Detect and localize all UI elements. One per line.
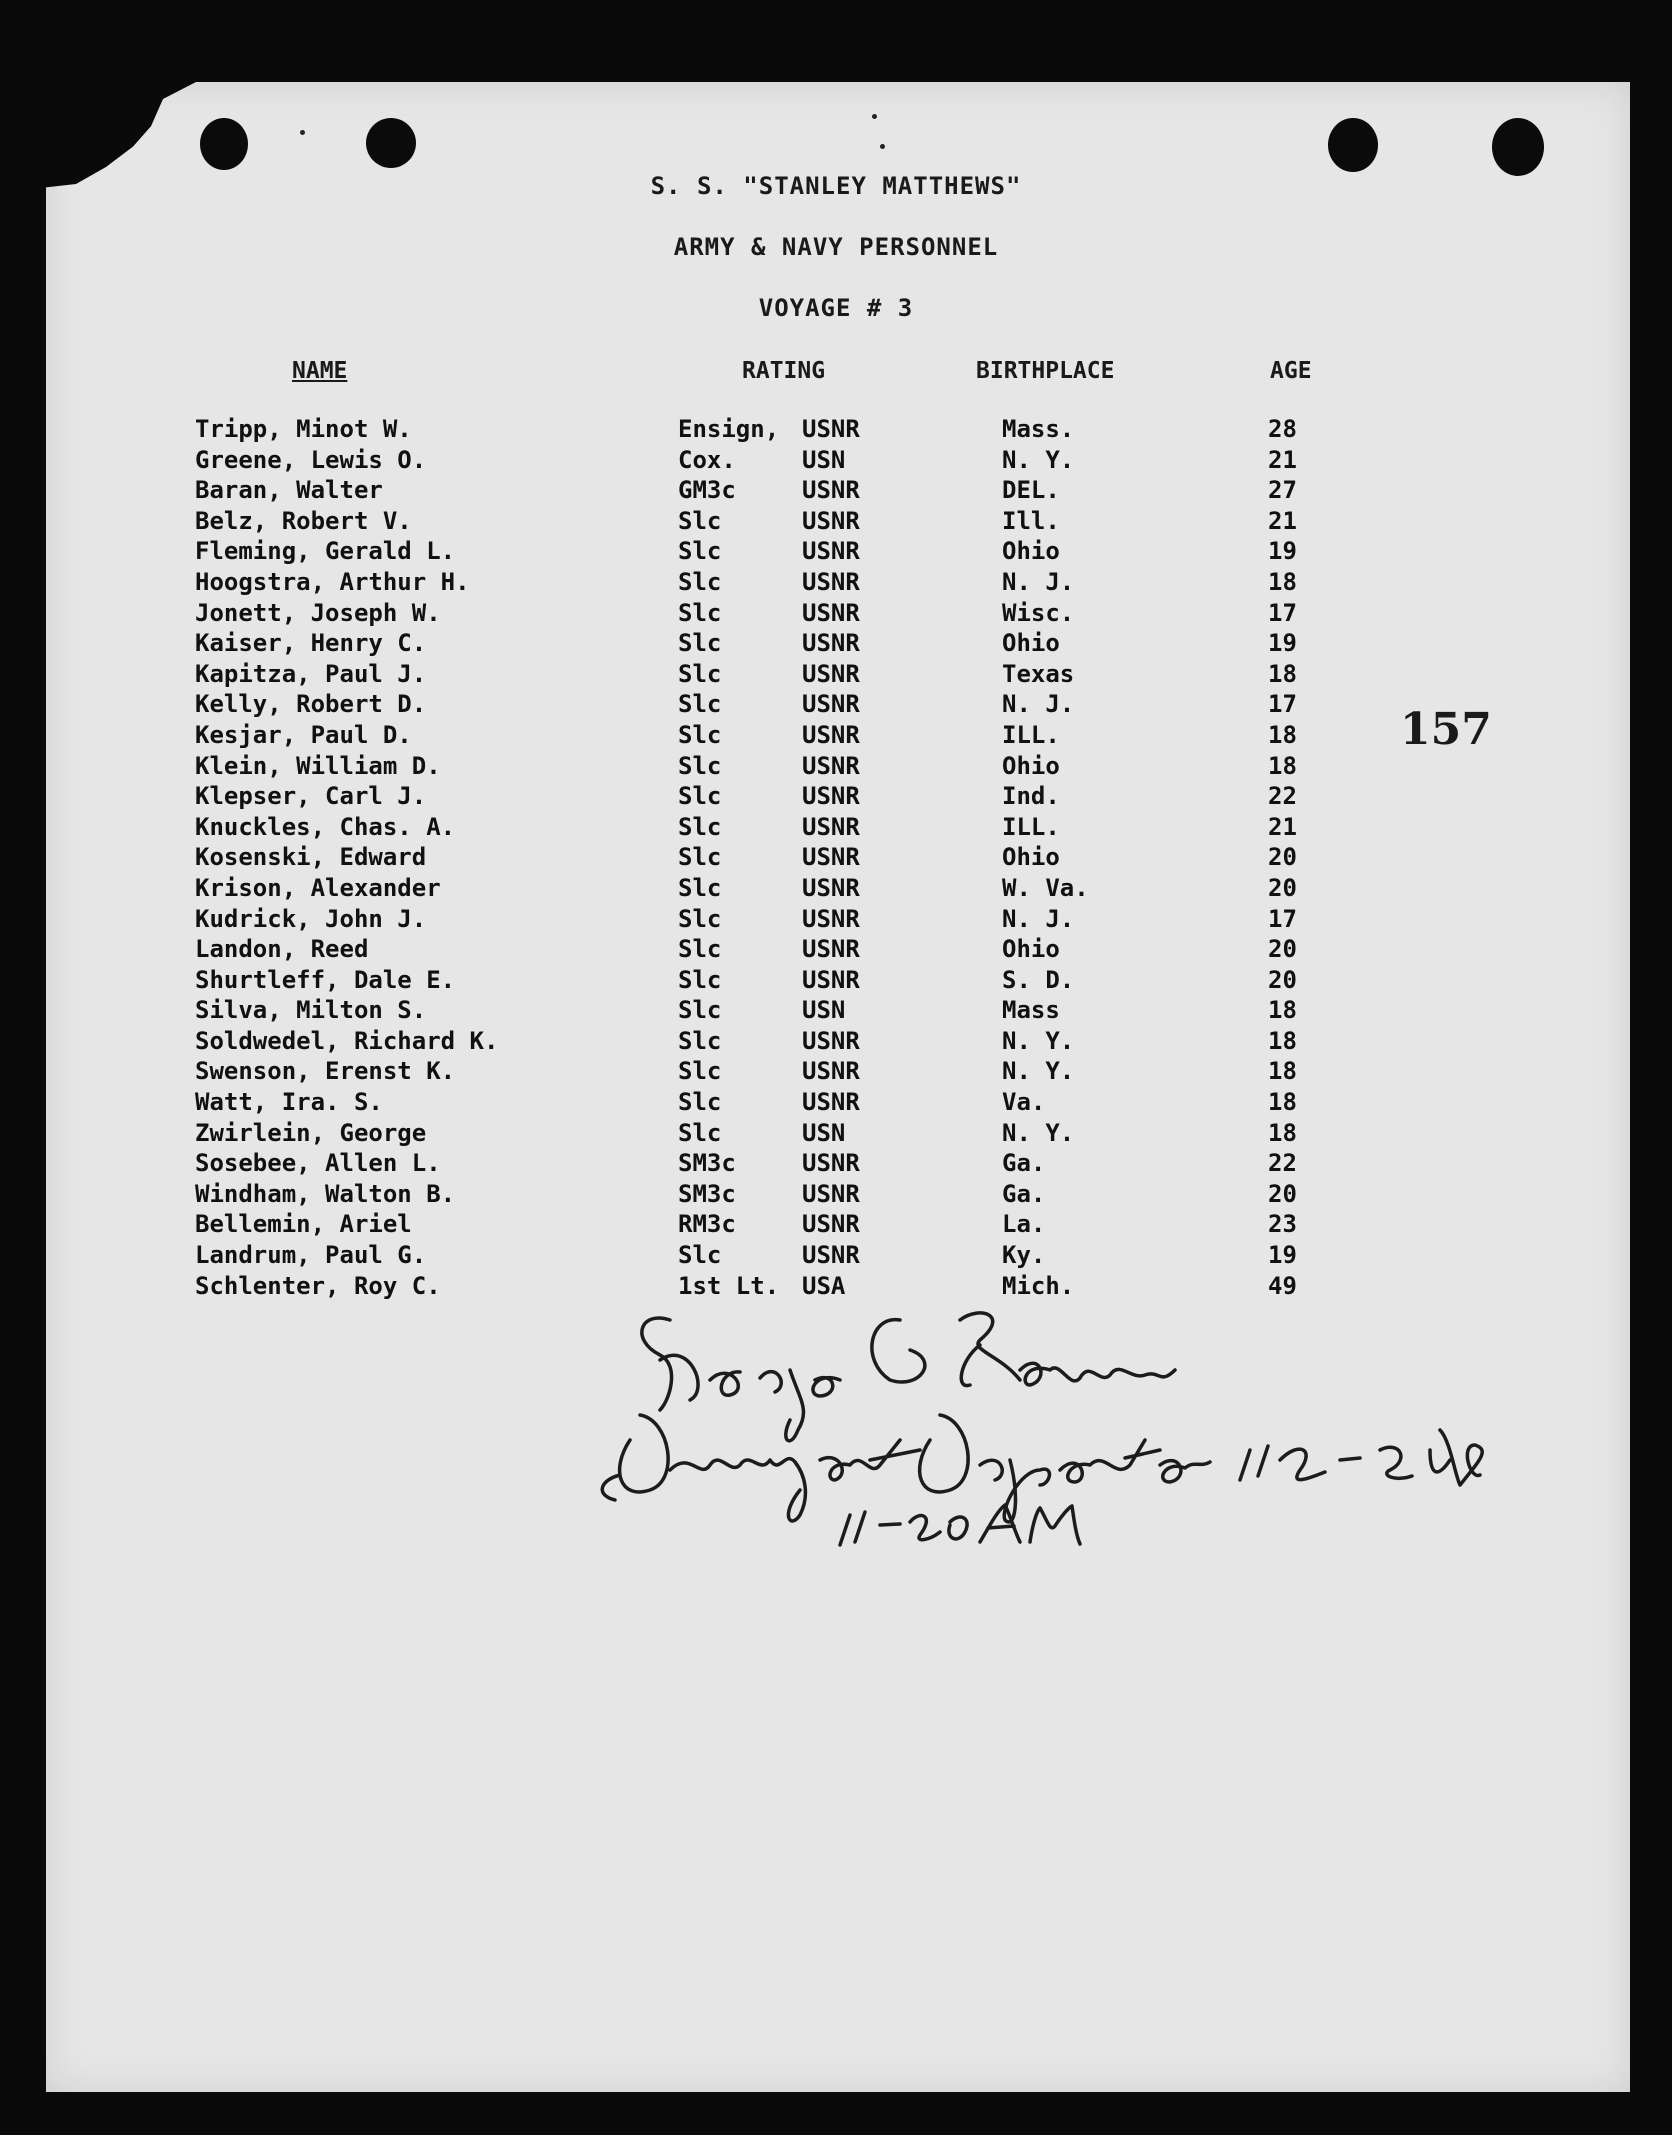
cell-age: 18 xyxy=(1268,1088,1297,1117)
cell-branch: USNR xyxy=(802,1026,860,1055)
cell-branch: USNR xyxy=(802,751,860,780)
cell-branch: USN xyxy=(802,1118,846,1147)
cell-age: 22 xyxy=(1268,1149,1297,1178)
cell-name: Kudrick, John J. xyxy=(195,904,427,933)
cell-age: 21 xyxy=(1268,506,1297,535)
cell-branch: USNR xyxy=(802,1179,860,1208)
cell-name: Knuckles, Chas. A. xyxy=(195,812,456,841)
column-header-rating: RATING xyxy=(742,358,826,384)
cell-age: 19 xyxy=(1268,629,1297,658)
table-row xyxy=(0,568,1672,599)
cell-branch: USNR xyxy=(802,1210,860,1239)
cell-rating: SM3c xyxy=(678,1179,736,1208)
cell-branch: USN xyxy=(802,996,846,1025)
cell-name: Kosenski, Edward xyxy=(195,843,427,872)
cell-rating: Slc xyxy=(678,1057,722,1086)
cell-age: 18 xyxy=(1268,1118,1297,1147)
cell-rating: RM3c xyxy=(678,1210,736,1239)
cell-birthplace: Ohio xyxy=(1002,751,1060,780)
cell-age: 21 xyxy=(1268,812,1297,841)
cell-rating: Ensign, xyxy=(678,415,780,443)
cell-birthplace: Ky. xyxy=(1002,1241,1046,1270)
cell-branch: USNR xyxy=(802,873,860,902)
cell-age: 18 xyxy=(1268,720,1297,749)
cell-rating: Slc xyxy=(678,843,722,872)
cell-name: Landrum, Paul G. xyxy=(195,1241,427,1270)
cell-branch: USN xyxy=(802,445,846,474)
cell-branch: USNR xyxy=(802,629,860,658)
cell-birthplace: Mass. xyxy=(1002,415,1075,443)
cell-rating: Slc xyxy=(678,935,722,964)
table-row xyxy=(0,629,1672,660)
cell-name: Silva, Milton S. xyxy=(195,996,427,1025)
cell-age: 17 xyxy=(1268,904,1297,933)
section-title: ARMY & NAVY PERSONNEL xyxy=(673,233,999,261)
column-header-age: AGE xyxy=(1270,358,1312,384)
cell-birthplace: Ohio xyxy=(1002,935,1060,964)
cell-name: Windham, Walton B. xyxy=(195,1179,456,1208)
cell-rating: Slc xyxy=(678,598,722,627)
cell-name: Tripp, Minot W. xyxy=(195,415,412,443)
table-row xyxy=(0,1057,1672,1088)
punch-hole xyxy=(200,118,248,170)
table-row xyxy=(0,935,1672,966)
cell-branch: USNR xyxy=(802,598,860,627)
table-row xyxy=(0,507,1672,538)
cell-birthplace: N. Y. xyxy=(1002,1026,1075,1055)
cell-rating: Slc xyxy=(678,996,722,1025)
cell-name: Fleming, Gerald L. xyxy=(195,537,456,566)
cell-age: 18 xyxy=(1268,1057,1297,1086)
cell-age: 18 xyxy=(1268,996,1297,1025)
cell-age: 21 xyxy=(1268,445,1297,474)
cell-birthplace: Texas xyxy=(1002,659,1075,688)
cell-name: Kaiser, Henry C. xyxy=(195,629,427,658)
cell-age: 20 xyxy=(1268,935,1297,964)
table-row xyxy=(0,752,1672,783)
cell-name: Landon, Reed xyxy=(195,935,369,964)
table-row xyxy=(0,1180,1672,1211)
cell-birthplace: ILL. xyxy=(1002,812,1060,841)
cell-birthplace: Wisc. xyxy=(1002,598,1075,627)
table-row xyxy=(0,843,1672,874)
cell-branch: USNR xyxy=(802,537,860,566)
cell-birthplace: Ind. xyxy=(1002,782,1060,811)
cell-age: 18 xyxy=(1268,1026,1297,1055)
cell-name: Klein, William D. xyxy=(195,751,441,780)
cell-rating: Slc xyxy=(678,537,722,566)
cell-age: 27 xyxy=(1268,476,1297,505)
table-row xyxy=(0,782,1672,813)
cell-birthplace: S. D. xyxy=(1002,965,1075,994)
cell-birthplace: DEL. xyxy=(1002,476,1060,505)
cell-birthplace: N. Y. xyxy=(1002,445,1075,474)
cell-branch: USNR xyxy=(802,812,860,841)
cell-name: Baran, Walter xyxy=(195,476,383,505)
cell-birthplace: Ga. xyxy=(1002,1179,1046,1208)
cell-birthplace: Mass xyxy=(1002,996,1060,1025)
table-row xyxy=(0,996,1672,1027)
cell-branch: USNR xyxy=(802,1088,860,1117)
cell-rating: 1st Lt. xyxy=(678,1271,780,1300)
ship-title: S. S. "STANLEY MATTHEWS" xyxy=(650,172,1022,200)
cell-name: Kesjar, Paul D. xyxy=(195,720,412,749)
personnel-table xyxy=(0,415,1672,1302)
cell-birthplace: W. Va. xyxy=(1002,873,1089,902)
cell-rating: Slc xyxy=(678,629,722,658)
table-row xyxy=(0,874,1672,905)
cell-name: Zwirlein, George xyxy=(195,1118,427,1147)
cell-name: Hoogstra, Arthur H. xyxy=(195,567,470,596)
cell-name: Watt, Ira. S. xyxy=(195,1088,383,1117)
cell-rating: Slc xyxy=(678,506,722,535)
cell-age: 18 xyxy=(1268,659,1297,688)
cell-rating: Slc xyxy=(678,690,722,719)
table-row xyxy=(0,1088,1672,1119)
cell-rating: Slc xyxy=(678,1241,722,1270)
table-row xyxy=(0,1210,1672,1241)
cell-name: Bellemin, Ariel xyxy=(195,1210,412,1239)
cell-rating: Slc xyxy=(678,782,722,811)
cell-birthplace: Ohio xyxy=(1002,537,1060,566)
cell-rating: GM3c xyxy=(678,476,736,505)
table-row xyxy=(0,476,1672,507)
cell-age: 18 xyxy=(1268,751,1297,780)
cell-rating: Slc xyxy=(678,567,722,596)
cell-branch: USNR xyxy=(802,476,860,505)
cell-name: Schlenter, Roy C. xyxy=(195,1271,441,1300)
cell-branch: USNR xyxy=(802,935,860,964)
cell-age: 22 xyxy=(1268,782,1297,811)
table-row xyxy=(0,660,1672,691)
cell-birthplace: Ill. xyxy=(1002,506,1060,535)
speck xyxy=(880,144,885,149)
cell-rating: Slc xyxy=(678,751,722,780)
cell-birthplace: Va. xyxy=(1002,1088,1046,1117)
cell-rating: SM3c xyxy=(678,1149,736,1178)
cell-rating: Slc xyxy=(678,965,722,994)
cell-age: 20 xyxy=(1268,1179,1297,1208)
cell-branch: USNR xyxy=(802,506,860,535)
cell-age: 20 xyxy=(1268,965,1297,994)
speck xyxy=(872,114,877,119)
table-row xyxy=(0,966,1672,997)
cell-rating: Slc xyxy=(678,904,722,933)
inspector-signature xyxy=(600,1300,1500,1560)
cell-branch: USNR xyxy=(802,415,860,443)
speck xyxy=(300,130,305,135)
cell-age: 20 xyxy=(1268,843,1297,872)
cell-name: Kapitza, Paul J. xyxy=(195,659,427,688)
voyage-title: VOYAGE # 3 xyxy=(758,294,914,322)
cell-rating: Slc xyxy=(678,1088,722,1117)
cell-rating: Cox. xyxy=(678,445,736,474)
cell-name: Krison, Alexander xyxy=(195,873,441,902)
table-row xyxy=(0,537,1672,568)
cell-name: Shurtleff, Dale E. xyxy=(195,965,456,994)
table-row xyxy=(0,1027,1672,1058)
cell-birthplace: N. Y. xyxy=(1002,1057,1075,1086)
cell-name: Belz, Robert V. xyxy=(195,506,412,535)
cell-rating: Slc xyxy=(678,720,722,749)
punch-hole xyxy=(1492,118,1544,176)
cell-birthplace: Ga. xyxy=(1002,1149,1046,1178)
cell-rating: Slc xyxy=(678,812,722,841)
cell-rating: Slc xyxy=(678,1026,722,1055)
cell-branch: USA xyxy=(802,1271,846,1300)
cell-name: Klepser, Carl J. xyxy=(195,782,427,811)
cell-branch: USNR xyxy=(802,782,860,811)
table-row xyxy=(0,813,1672,844)
cell-branch: USNR xyxy=(802,904,860,933)
cell-birthplace: N. J. xyxy=(1002,567,1075,596)
cell-age: 20 xyxy=(1268,873,1297,902)
cell-branch: USNR xyxy=(802,843,860,872)
table-row xyxy=(0,1272,1672,1303)
table-row xyxy=(0,905,1672,936)
table-row xyxy=(0,415,1672,446)
cell-age: 49 xyxy=(1268,1271,1297,1300)
page-number: 157 xyxy=(1400,704,1492,755)
table-row xyxy=(0,1241,1672,1272)
cell-rating: Slc xyxy=(678,659,722,688)
punch-hole xyxy=(366,118,416,168)
cell-birthplace: Ohio xyxy=(1002,629,1060,658)
cell-branch: USNR xyxy=(802,567,860,596)
cell-name: Sosebee, Allen L. xyxy=(195,1149,441,1178)
table-row xyxy=(0,1149,1672,1180)
cell-name: Soldwedel, Richard K. xyxy=(195,1026,499,1055)
cell-age: 17 xyxy=(1268,598,1297,627)
cell-branch: USNR xyxy=(802,1057,860,1086)
cell-branch: USNR xyxy=(802,1149,860,1178)
cell-age: 17 xyxy=(1268,690,1297,719)
cell-birthplace: La. xyxy=(1002,1210,1046,1239)
cell-branch: USNR xyxy=(802,690,860,719)
cell-age: 19 xyxy=(1268,1241,1297,1270)
cell-rating: Slc xyxy=(678,873,722,902)
cell-rating: Slc xyxy=(678,1118,722,1147)
punch-hole xyxy=(1328,118,1378,172)
cell-birthplace: N. J. xyxy=(1002,690,1075,719)
cell-branch: USNR xyxy=(802,659,860,688)
cell-birthplace: N. J. xyxy=(1002,904,1075,933)
cell-branch: USNR xyxy=(802,965,860,994)
cell-name: Swenson, Erenst K. xyxy=(195,1057,456,1086)
cell-name: Kelly, Robert D. xyxy=(195,690,427,719)
table-row xyxy=(0,446,1672,477)
table-row xyxy=(0,599,1672,630)
cell-age: 19 xyxy=(1268,537,1297,566)
cell-branch: USNR xyxy=(802,1241,860,1270)
table-row xyxy=(0,1119,1672,1150)
column-header-birthplace: BIRTHPLACE xyxy=(976,358,1115,384)
cell-birthplace: N. Y. xyxy=(1002,1118,1075,1147)
cell-birthplace: Mich. xyxy=(1002,1271,1075,1300)
cell-name: Greene, Lewis O. xyxy=(195,445,427,474)
cell-birthplace: ILL. xyxy=(1002,720,1060,749)
cell-birthplace: Ohio xyxy=(1002,843,1060,872)
cell-age: 18 xyxy=(1268,567,1297,596)
cell-age: 23 xyxy=(1268,1210,1297,1239)
cell-name: Jonett, Joseph W. xyxy=(195,598,441,627)
cell-age: 28 xyxy=(1268,415,1297,443)
cell-branch: USNR xyxy=(802,720,860,749)
column-header-name: NAME xyxy=(292,358,348,384)
